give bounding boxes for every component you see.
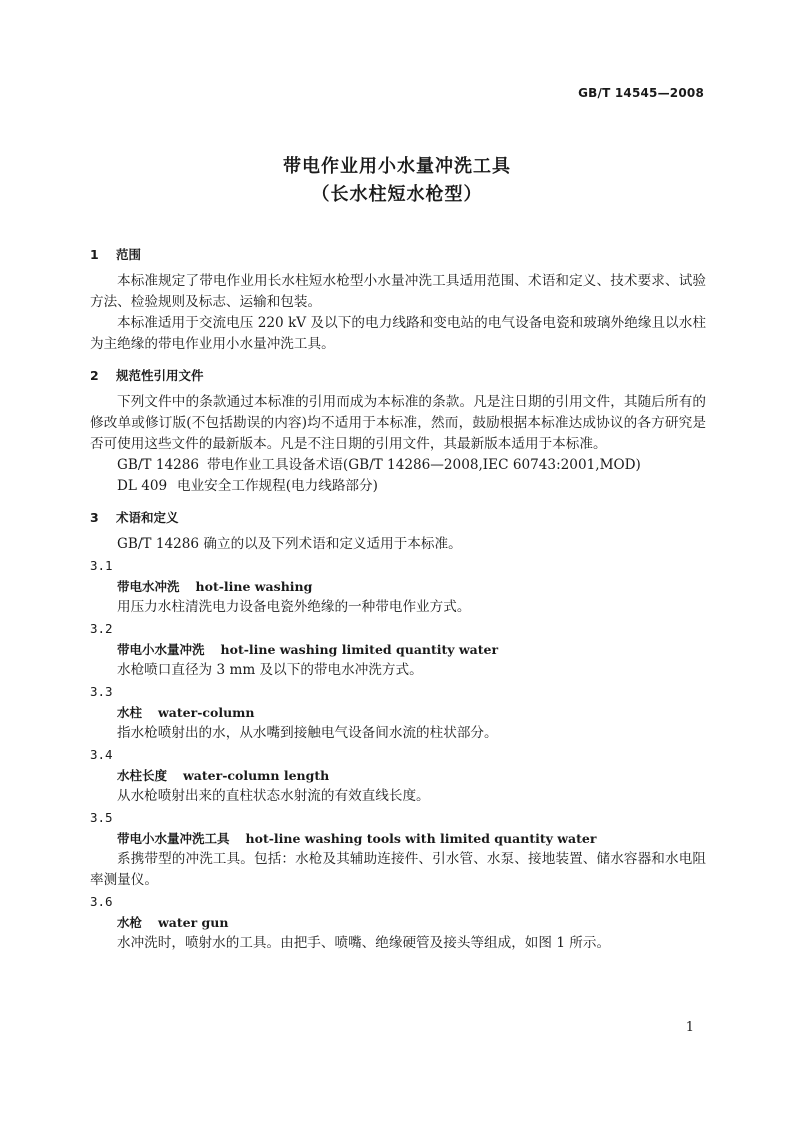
term-definition: 水冲洗时，喷射水的工具。由把手、喷嘴、绝缘硬管及接头等组成，如图 1 所示。 — [117, 935, 611, 951]
reference-code: GB/T 14286 — [117, 457, 200, 473]
section-1-heading — [90, 244, 706, 265]
normative-reference — [90, 455, 706, 476]
normative-reference — [90, 476, 706, 497]
clause-number: 3.4 — [90, 747, 113, 762]
section-title: 术语和定义 — [116, 510, 179, 525]
section-number: 1 — [90, 247, 99, 262]
clause-number: 3.3 — [90, 684, 113, 699]
document-subtitle: （长水柱短水枪型） — [311, 184, 483, 205]
paragraph: 本标准规定了带电作业用长水柱短水枪型小水量冲洗工具适用范围、术语和定义、技术要求、试验方法、检验规则及标志、运输和包装。 — [90, 273, 706, 310]
section-number: 2 — [90, 368, 99, 383]
term-definition: 用压力水柱清洗电力设备电瓷外绝缘的一种带电作业方式。 — [117, 599, 471, 615]
document-title: 带电作业用小水量冲洗工具 — [283, 156, 511, 177]
clause-number: 3.2 — [90, 621, 113, 636]
term-english: hot-line washing limited quantity water — [220, 642, 499, 657]
paragraph: 下列文件中的条款通过本标准的引用而成为本标准的条款。凡是注日期的引用文件，其随后所有的修改单或修订版(不包括勘误的内容)均不适用于本标准，然而，鼓励根据本标准达成协议的各方研究是否可使用这些文件的最新版本。凡是不注日期的引用文件，其最新版本适用于本标准。 — [90, 394, 706, 452]
term-title — [90, 639, 706, 660]
term-entry — [90, 618, 706, 681]
section-2-heading — [90, 365, 706, 386]
paragraph: 本标准适用于交流电压 220 kV 及以下的电力线路和变电站的电气设备电瓷和玻璃外绝缘且以水柱为主绝缘的带电作业用小水量冲洗工具。 — [90, 315, 706, 352]
term-entry — [90, 555, 706, 618]
reference-title: 带电作业工具设备术语(GB/T 14286—2008,IEC 60743:2001,MOD) — [207, 457, 641, 473]
term-english: hot-line washing tools with limited quantity water — [245, 831, 597, 846]
term-entry — [90, 681, 706, 744]
term-english: water-column length — [183, 768, 330, 783]
term-title — [90, 702, 706, 723]
term-definition: 指水枪喷射出的水，从水嘴到接触电气设备间水流的柱状部分。 — [117, 725, 498, 741]
reference-title: 电业安全工作规程(电力线路部分) — [177, 478, 378, 494]
clause-number: 3.6 — [90, 894, 113, 909]
term-chinese: 水柱 — [117, 705, 143, 720]
section-title: 范围 — [116, 247, 142, 262]
term-definition: 系携带型的冲洗工具。包括：水枪及其辅助连接件、引水管、水泵、接地装置、储水容器和水电阻率测量仪。 — [90, 851, 706, 888]
reference-code: DL 409 — [117, 478, 168, 494]
term-english: water gun — [158, 915, 229, 930]
term-definition: 从水枪喷射出来的直柱状态水射流的有效直线长度。 — [117, 788, 430, 804]
term-entry — [90, 744, 706, 807]
term-definition: 水枪喷口直径为 3 mm 及以下的带电水冲洗方式。 — [117, 662, 423, 678]
term-chinese: 水柱长度 — [117, 768, 168, 783]
term-chinese: 水枪 — [117, 915, 143, 930]
term-english: hot-line washing — [195, 579, 313, 594]
page-number: 1 — [685, 1020, 694, 1035]
term-chinese: 带电小水量冲洗工具 — [117, 831, 230, 846]
term-title — [90, 912, 706, 933]
clause-number: 3.5 — [90, 810, 113, 825]
clause-number: 3.1 — [90, 558, 113, 573]
term-title — [90, 765, 706, 786]
term-entry — [90, 891, 706, 954]
term-chinese: 带电水冲洗 — [117, 579, 180, 594]
paragraph: GB/T 14286 确立的以及下列术语和定义适用于本标准。 — [117, 536, 462, 552]
term-chinese: 带电小水量冲洗 — [117, 642, 205, 657]
document-body — [90, 244, 706, 954]
section-title: 规范性引用文件 — [116, 368, 204, 383]
term-title — [90, 576, 706, 597]
standard-code: GB/T 14545—2008 — [578, 86, 704, 100]
term-entry — [90, 807, 706, 891]
term-title — [90, 828, 706, 849]
term-english: water-column — [158, 705, 255, 720]
section-3-heading — [90, 507, 706, 528]
section-number: 3 — [90, 510, 99, 525]
